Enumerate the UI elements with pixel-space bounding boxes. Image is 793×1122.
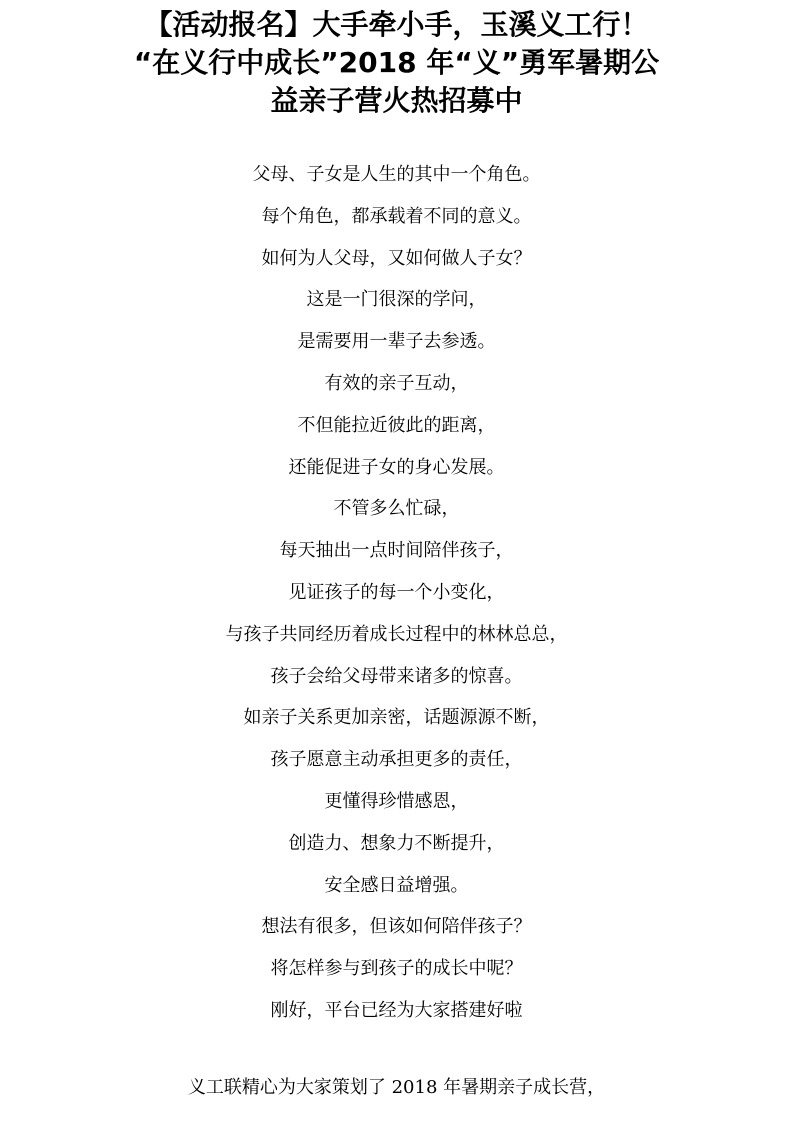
- body-line: 安全感日益增强。: [324, 874, 469, 896]
- title-line: 【活动报名】大手牵小手，玉溪义工行！: [144, 8, 649, 41]
- body-line: 是需要用一辈子去参透。: [297, 331, 496, 353]
- body-line: 更懂得珍惜感恩，: [324, 790, 469, 812]
- body-line: 如亲子关系更加亲密，话题源源不断，: [243, 707, 550, 729]
- body-line: 这是一门很深的学问，: [306, 289, 487, 311]
- body-line: 父母、子女是人生的其中一个角色。: [252, 164, 541, 185]
- article-title: [40, 6, 753, 120]
- body-line: 刚好，平台已经为大家搭建好啦: [270, 999, 523, 1021]
- body-line: 不管多么忙碌，: [333, 498, 460, 520]
- body-line: 每天抽出一点时间陪伴孩子，: [279, 540, 514, 562]
- body-line: 与孩子共同经历着成长过程中的林林总总，: [225, 623, 568, 645]
- body-line: 孩子愿意主动承担更多的责任，: [270, 749, 523, 771]
- body-line: 有效的亲子互动，: [324, 372, 469, 394]
- body-line: 如何为人父母，又如何做人子女？: [261, 247, 532, 269]
- body-line: 孩子会给父母带来诸多的惊喜。: [270, 665, 523, 687]
- body-line: 还能促进子女的身心发展。: [288, 456, 505, 478]
- body-line: 创造力、想象力不断提升，: [288, 832, 505, 854]
- body-line: 见证孩子的每一个小变化，: [288, 581, 505, 603]
- title-line: 益亲子营火热招募中: [270, 84, 523, 117]
- body-line: 想法有很多，但该如何陪伴孩子？: [261, 916, 532, 938]
- article-body: [60, 160, 733, 1038]
- body-line: 每个角色，都承载着不同的意义。: [261, 205, 532, 227]
- closing-paragraph-line: 义工联精心为大家策划了 2018 年暑期亲子成长营，: [187, 1077, 606, 1098]
- title-line: “在义行中成长”2018 年“义”勇军暑期公: [133, 46, 660, 79]
- body-line: 将怎样参与到孩子的成长中呢？: [270, 958, 523, 980]
- body-line: 不但能拉近彼此的距离，: [297, 414, 496, 436]
